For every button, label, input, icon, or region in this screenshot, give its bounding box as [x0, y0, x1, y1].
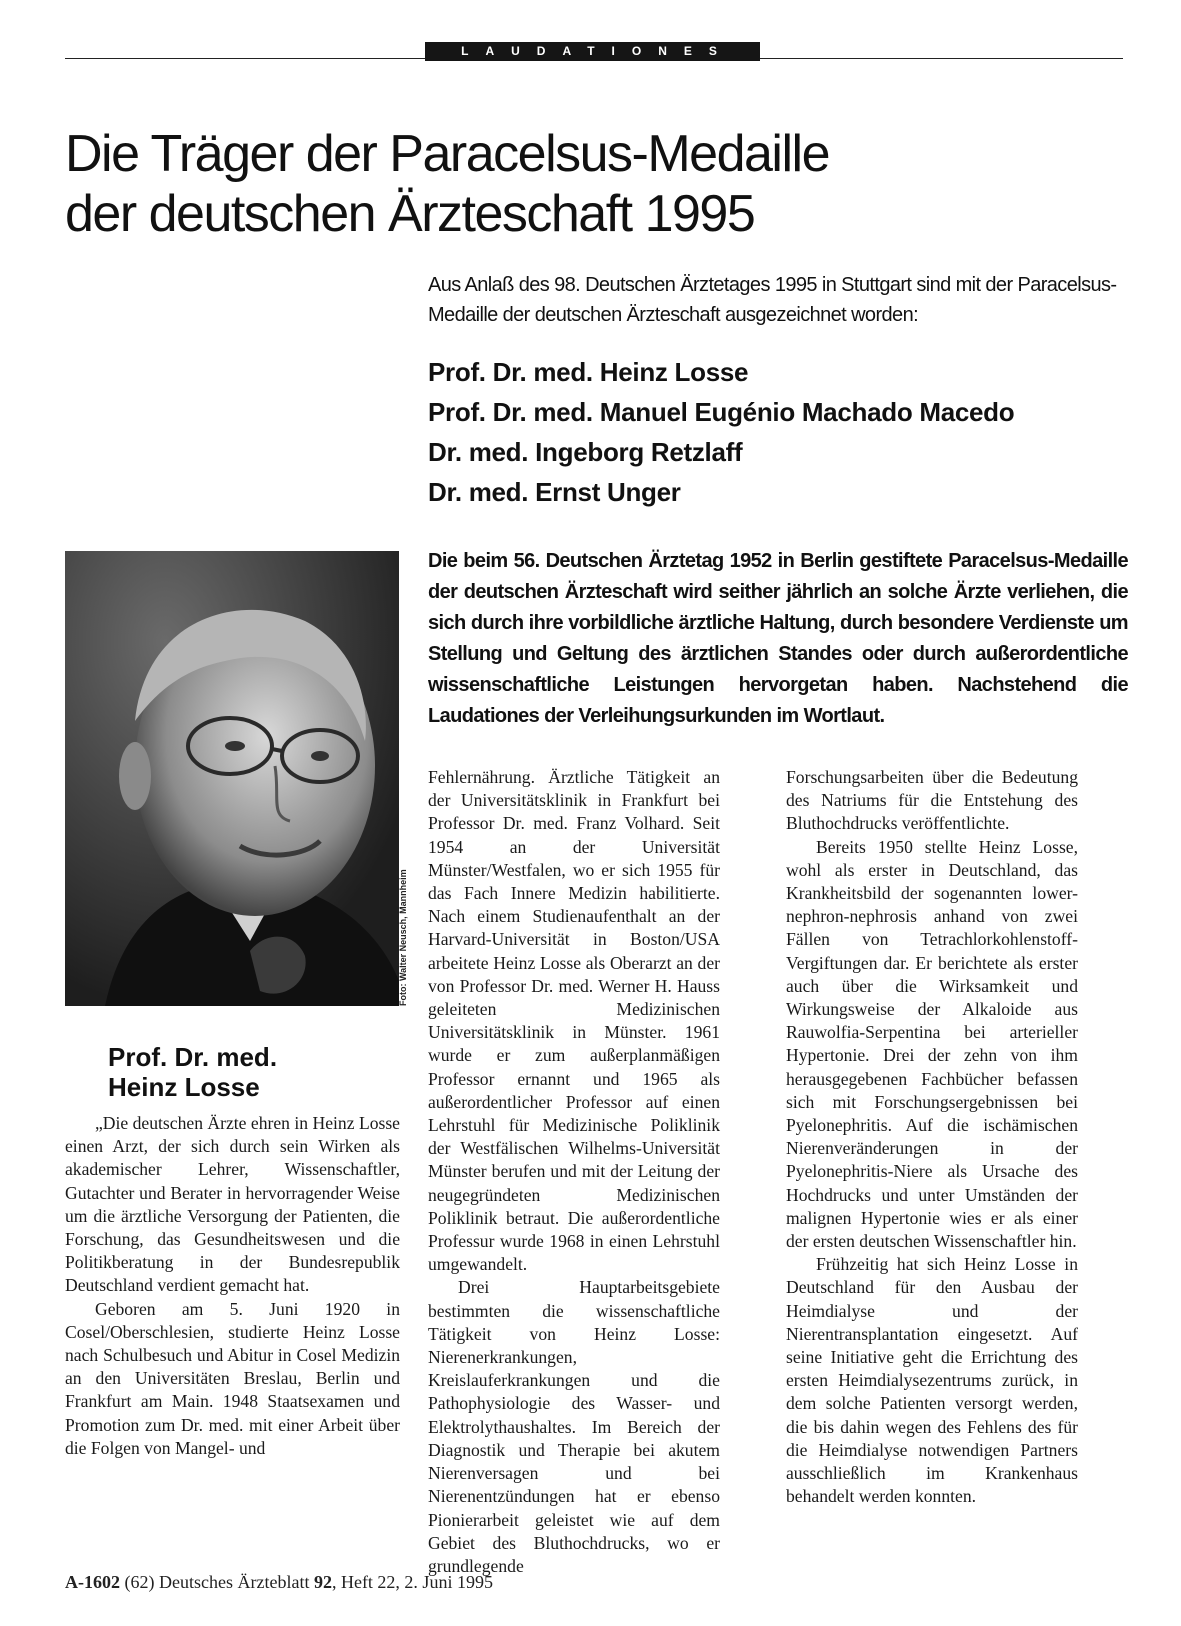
honoree-item: Prof. Dr. med. Heinz Losse: [428, 357, 749, 387]
paragraph: Frühzeitig hat sich Heinz Losse in Deutschland für den Ausbau der Heimdialyse und der Nierentransplantation eingesetzt. Auf seine Initiative geht die Errichtung des ersten Heimdialysezentrums zurück, in dem solche Patienten versorgt werden, die bis dahin wegen des Fehlens des für die Heimdialyse notwendigen Partners ausschließlich im Krankenhaus behandelt werden konnten.: [786, 1254, 1078, 1507]
title-line-1: Die Träger der Paracelsus-Medaille: [65, 125, 830, 183]
page-number: A-1602: [65, 1572, 120, 1592]
text-column-3: [786, 766, 1078, 1509]
article-title: [65, 124, 1065, 244]
paragraph: Forschungsarbeiten über die Bedeutung des Natriums für die Entstehung des Bluthochdrucks veröffentlichte.: [786, 767, 1078, 834]
paragraph: Bereits 1950 stellte Heinz Losse, wohl als erster in Deutschland, das Krankheitsbild der sogenannten lower-nephron-nephrosis anhand von zwei Fällen von Tetrachlorkohlenstoff-Vergiftungen dar. Er berichtete als erster auch über die Wirksamkeit und Wirkungsweise der Alkaloide aus Rauwolfia-Serpentina bei arterieller Hypertonie. Drei der zehn von ihm herausgegebenen Fachbücher befassen sich mit Forschungsergebnissen bei Pyelonephritis. Auf die ischämischen Nierenveränderungen in der Pyelonephritis-Niere als Ursache des Hochdrucks und unter Umständen der malignen Hypertonie wies er als einer der ersten deutschen Wissenschaftler hin.: [786, 836, 1078, 1252]
honoree-item: Dr. med. Ingeborg Retzlaff: [428, 437, 743, 467]
paragraph: „Die deutschen Ärzte ehren in Heinz Losse einen Arzt, der sich durch sein Wirken als akademischer Lehrer, Wissenschaftler, Gutachter und Berater in hervorragender Weise um die ärztliche Versorgung der Patienten, die Forschung, das Gesundheitswesen und die Politikberatung in der Bundesrepublik Deutschland verdient gemacht hat.: [65, 1113, 400, 1296]
photo-credit: Foto: Walter Neusch, Mannheim: [398, 869, 408, 1006]
journal-issue: , Heft 22, 2. Juni 1995: [331, 1572, 493, 1592]
portrait-photo: [65, 551, 399, 1006]
text-column-1: [65, 1112, 400, 1460]
page-number-alt: (62): [124, 1572, 155, 1592]
honoree-item: Prof. Dr. med. Manuel Eugénio Machado Macedo: [428, 397, 1015, 427]
person-heading-title: Prof. Dr. med.: [108, 1042, 278, 1072]
person-heading-name: Heinz Losse: [108, 1072, 260, 1102]
paragraph: Fehlernährung. Ärztliche Tätigkeit an der Universitätsklinik in Frankfurt bei Professor Dr. med. Franz Volhard. Seit 1954 an der Universität Münster/Westfalen, wo er sich 1955 für das Fach Innere Medizin habilitierte. Nach einem Studienaufenthalt an der Harvard-Universität in Boston/USA arbeitete Heinz Losse als Oberarzt an der von Professor Dr. med. Werner H. Hauss geleiteten Medizinischen Universitätsklinik in Münster. 1961 wurde er zum außerplanmäßigen Professor ernannt und 1965 als außerordentlicher Professor auf einen Lehrstuhl für Medizinische Poliklinik der Westfälischen Wilhelms-Universität Münster berufen und mit der Leitung der neugegründeten Medizinischen Poliklinik betraut. Die außerordentliche Professur wurde 1968 in einen Lehrstuhl umgewandelt.: [428, 767, 720, 1275]
lead-paragraph: Die beim 56. Deutschen Ärztetag 1952 in Berlin gestiftete Paracelsus-Medaille der deutschen Ärzteschaft wird seither jährlich an solche Ärzte verliehen, die sich durch ihre vorbildliche ärztliche Haltung, durch besondere Verdienste um Stellung und Geltung des ärztlichen Standes oder durch außerordentliche wissenschaftliche Leistungen hervorgetan haben. Nachstehend die Laudationes der Verleihungsurkunden im Wortlaut.: [428, 550, 1128, 727]
journal-volume: 92: [313, 1572, 332, 1592]
honoree-list: [428, 352, 1128, 512]
paragraph: Geboren am 5. Juni 1920 in Cosel/Oberschlesien, studierte Heinz Losse nach Schulbesuch und Abitur in Cosel Medizin an den Universitäten Breslau, Berlin und Frankfurt am Main. 1948 Staatsexamen und Promotion zum Dr. med. mit einer Arbeit über die Folgen von Mangel- und: [65, 1298, 400, 1458]
page-footer: [65, 1572, 765, 1593]
person-heading: [108, 1042, 408, 1102]
journal-name: Deutsches Ärzteblatt: [159, 1572, 310, 1592]
intro-text: Aus Anlaß des 98. Deutschen Ärztetages 1995 in Stuttgart sind mit der Paracelsus-Medaille der deutschen Ärzteschaft ausgezeichnet worden:: [428, 274, 1117, 326]
paragraph: Drei Hauptarbeitsgebiete bestimmten die wissenschaftliche Tätigkeit von Heinz Losse: Nierenerkrankungen, Kreislauferkrankungen und die Pathophysiologie des Wasser- und Elektrolythaushaltes. Im Bereich der Diagnostik und Therapie bei akutem Nierenversagen und bei Nierenentzündungen hat er ebenso Pionierarbeit geleistet wie auf dem Gebiet des Bluthochdrucks, wo er grundlegende: [428, 1277, 720, 1576]
text-column-2: [428, 766, 720, 1578]
title-line-2: der deutschen Ärzteschaft 1995: [65, 185, 755, 243]
honoree-item: Dr. med. Ernst Unger: [428, 477, 681, 507]
section-label: LAUDATIONES: [425, 42, 760, 61]
